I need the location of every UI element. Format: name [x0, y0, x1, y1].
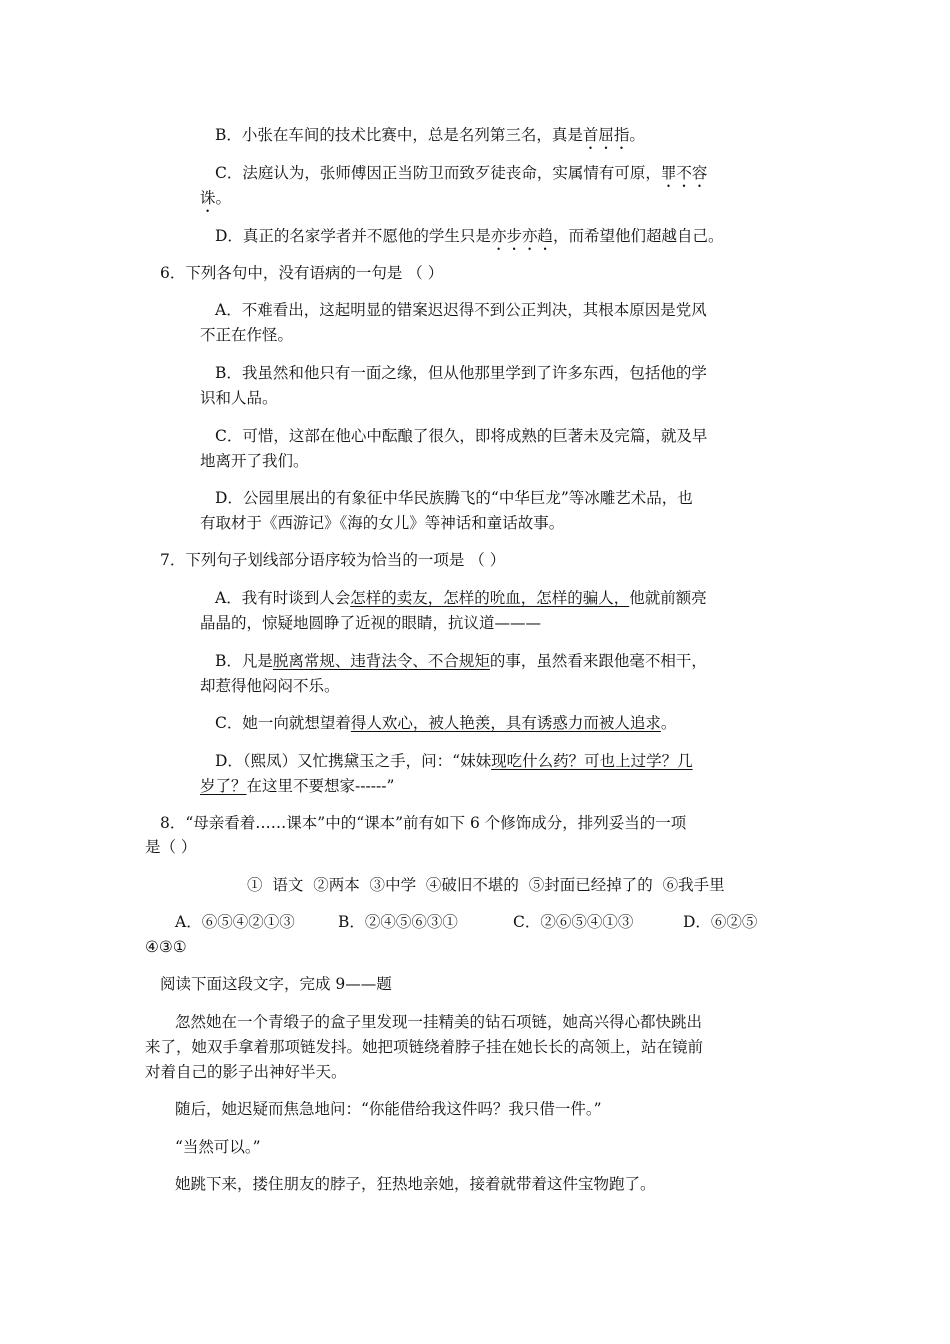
q8-option-c: C．②⑥⑤④①③: [513, 913, 634, 931]
q8-option-b: B．②④⑤⑥③①: [338, 913, 458, 931]
q5-b-pre: B．小张在车间的技术比赛中，总是名列第三名，真是: [215, 126, 583, 144]
q5-d-pre: D．真正的名家学者并不愿他的学生只是: [215, 227, 491, 245]
q7-option-b-line1: [215, 649, 707, 673]
q7-d-underlined-2: 岁了？: [200, 777, 247, 795]
q7-c-pre: C．她一向就想望着: [215, 714, 351, 732]
q6-option-d-line2: 有取材于《西游记》《海的女儿》等神话和童话故事。: [200, 514, 565, 532]
q8-option-d-wrap: ④③①: [145, 938, 187, 956]
q5-c-dotted-2: 诛: [200, 189, 216, 207]
q7-b-pre: B．凡是: [215, 652, 273, 670]
q7-a-pre: A．我有时谈到人会: [215, 589, 351, 607]
q7-option-a-line2: 晶晶的，惊疑地圆睁了近视的眼睛，抗议道———: [200, 614, 542, 632]
reading-instruction: 阅读下面这段文字，完成 9——题: [160, 975, 392, 993]
q7-c-underlined: 得人欢心，被人艳羡，具有诱惑力而被人追求: [350, 714, 661, 732]
q6-option-c-line1: C．可惜，这部在他心中酝酿了很久，即将成熟的巨著未及完篇，就及早: [215, 427, 708, 445]
q7-option-c: [215, 711, 676, 735]
reading-p1-line1: 忽然她在一个青缎子的盒子里发现一挂精美的钻石项链，她高兴得心都快跳出: [175, 1013, 703, 1031]
reading-p1-line2: 来了，她双手拿着那项链发抖。她把项链绕着脖子挂在她长长的高领上，站在镜前: [145, 1038, 704, 1056]
q8-option-a: A．⑥⑤④②①③: [175, 913, 295, 931]
q8-option-d: D．⑥②⑤: [683, 913, 758, 931]
q7-d-underlined-1: 现吃什么药？可也上过学？几: [491, 752, 693, 770]
q5-b-dotted: 首屈指: [582, 126, 630, 144]
q5-c-post: 。: [215, 189, 232, 207]
q6-option-a-line2: 不正在作怪。: [200, 326, 294, 344]
q6-stem: 6．下列各句中，没有语病的一句是 （ ）: [160, 264, 444, 282]
q6-option-a-line1: A．不难看出，这起明显的错案迟迟得不到公正判决，其根本原因是党风: [215, 301, 707, 319]
q7-option-d-line1: [215, 749, 693, 773]
q5-c-dotted-1: 罪不容: [660, 164, 708, 182]
reading-p2: 随后，她迟疑而焦急地问：“你能借给我这件吗？我只借一件。”: [175, 1100, 602, 1118]
reading-p3: “当然可以。”: [175, 1138, 261, 1156]
q5-option-c-line1: [215, 161, 707, 191]
q7-a-underlined: 怎样的卖友，怎样的吮血，怎样的骗人，: [350, 589, 630, 607]
q7-b-underlined: 脱离常规、违背法令、不合规矩: [272, 652, 490, 670]
q7-option-b-line2: 却惹得他闷闷不乐。: [200, 677, 340, 695]
q7-b-post: 的事，虽然看来跟他毫不相干，: [489, 652, 707, 670]
q5-d-post: ，而希望他们超越自己。: [552, 227, 724, 245]
q7-stem: 7．下列句子划线部分语序较为恰当的一项是 （ ）: [160, 551, 506, 569]
q7-option-a-line1: [215, 586, 707, 610]
q6-option-b-line1: B．我虽然和他只有一面之缘，但从他那里学到了许多东西，包括他的学: [215, 364, 707, 382]
q8-items: ① 语文 ②两本 ③中学 ④破旧不堪的 ⑤封面已经掉了的 ⑥我手里: [247, 876, 725, 894]
q5-b-post: 。: [629, 126, 645, 144]
q6-option-c-line2: 地离开了我们。: [200, 452, 309, 470]
q7-a-post: 他就前额亮: [629, 589, 707, 607]
q7-c-post: 。: [660, 714, 677, 732]
q5-option-b: [215, 123, 645, 153]
reading-p1-line3: 对着自己的影子出神好半天。: [145, 1063, 347, 1081]
q7-option-d-line2: [200, 774, 394, 798]
q6-option-d-line1: D．公园里展出的有象征中华民族腾飞的“中华巨龙”等冰雕艺术品，也: [215, 489, 693, 507]
q5-d-dotted: 亦步亦趋: [490, 227, 553, 245]
q7-d-post: 在这里不要想家------”: [246, 777, 395, 795]
q5-option-c-line2: [200, 186, 231, 216]
q7-d-pre: D．（熙凤）又忙携黛玉之手，问：“妹妹: [215, 752, 492, 770]
q8-stem-line1: 8．“母亲看着……课本”中的“课本”前有如下 6 个修饰成分，排列妥当的一项: [160, 814, 687, 832]
q8-stem-line2: 是（ ）: [145, 838, 197, 856]
reading-p4: 她跳下来，搂住朋友的脖子，狂热地亲她，接着就带着这件宝物跑了。: [175, 1175, 656, 1193]
q5-c-pre: C．法庭认为，张师傅因正当防卫而致歹徒丧命，实属情有可原，: [215, 164, 661, 182]
q6-option-b-line2: 识和人品。: [200, 389, 278, 407]
q5-option-d: [215, 224, 723, 254]
